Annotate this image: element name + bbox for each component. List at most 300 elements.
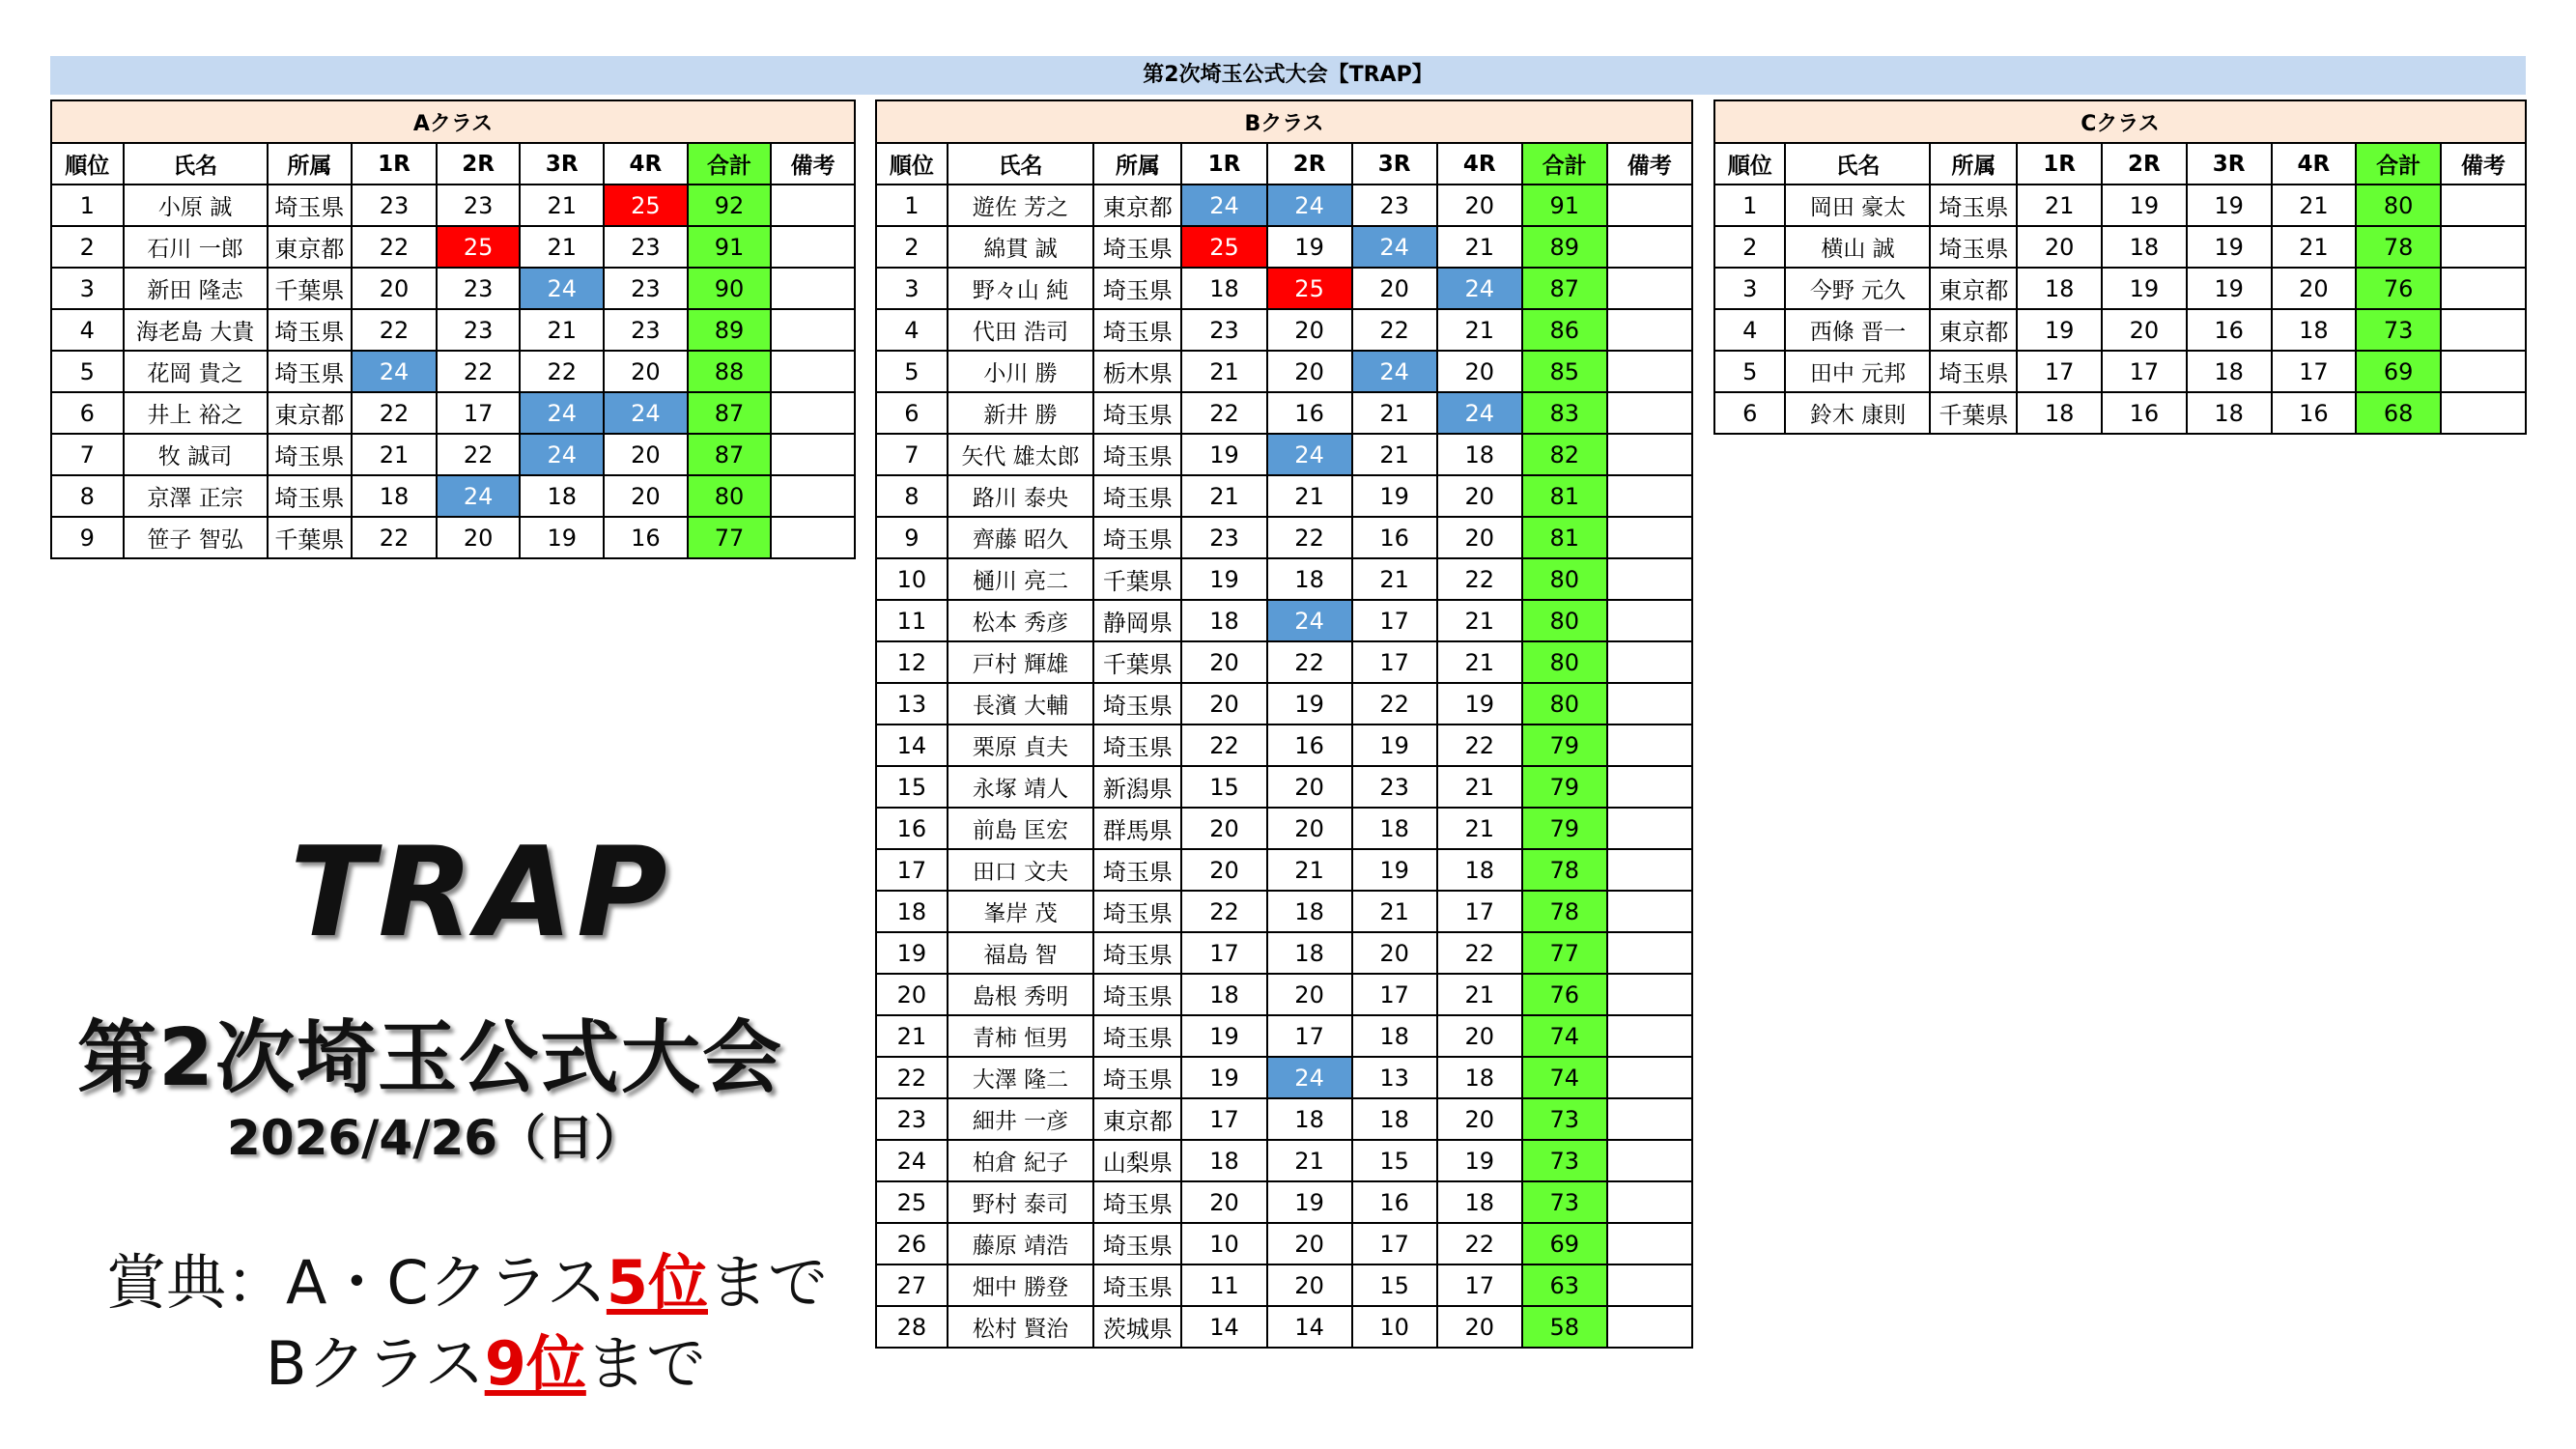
round-2-cell: 14 — [1267, 1306, 1352, 1348]
name-cell: 矢代 雄太郎 — [948, 434, 1094, 475]
affiliation-cell: 東京都 — [268, 392, 353, 434]
prize-text: 賞典：A・Cクラス — [106, 1247, 607, 1318]
note-cell — [2441, 392, 2526, 434]
affiliation-cell: 埼玉県 — [1093, 849, 1181, 891]
table-row — [876, 641, 1692, 683]
round-1-cell: 17 — [2017, 351, 2102, 392]
round-2-cell: 18 — [1267, 932, 1352, 974]
round-3-cell: 21 — [1352, 558, 1437, 600]
table-row — [876, 392, 1692, 434]
rank-cell: 1 — [876, 185, 948, 226]
rank-cell: 4 — [876, 309, 948, 351]
affiliation-cell: 埼玉県 — [1093, 1015, 1181, 1057]
affiliation-cell: 埼玉県 — [268, 351, 353, 392]
column-header: 2R — [437, 143, 521, 185]
name-cell: 海老島 大貴 — [124, 309, 268, 351]
total-cell: 63 — [1522, 1264, 1607, 1306]
round-2-cell: 20 — [1267, 974, 1352, 1015]
note-cell — [1607, 517, 1692, 558]
round-2-cell: 19 — [1267, 226, 1352, 268]
affiliation-cell: 山梨県 — [1093, 1140, 1181, 1181]
table-row — [876, 1015, 1692, 1057]
round-4-cell: 24 — [1437, 392, 1522, 434]
round-2-cell: 22 — [1267, 641, 1352, 683]
affiliation-cell: 千葉県 — [268, 517, 353, 558]
note-cell — [2441, 309, 2526, 351]
name-cell: 綿貫 誠 — [948, 226, 1094, 268]
round-2-cell: 19 — [2102, 185, 2187, 226]
round-4-cell: 16 — [2272, 392, 2357, 434]
column-header: 2R — [1267, 143, 1352, 185]
round-3-cell: 24 — [1352, 351, 1437, 392]
rank-cell: 23 — [876, 1098, 948, 1140]
round-2-cell: 24 — [1267, 185, 1352, 226]
name-cell: 小原 誠 — [124, 185, 268, 226]
column-header: 1R — [352, 143, 437, 185]
note-cell — [1607, 351, 1692, 392]
affiliation-cell: 埼玉県 — [1093, 434, 1181, 475]
total-cell: 77 — [688, 517, 772, 558]
round-4-cell: 22 — [1437, 932, 1522, 974]
table-row — [876, 558, 1692, 600]
note-cell — [771, 475, 855, 517]
affiliation-cell: 埼玉県 — [1093, 1264, 1181, 1306]
rank-cell: 6 — [1714, 392, 1785, 434]
rank-cell: 13 — [876, 683, 948, 724]
name-cell: 笹子 智弘 — [124, 517, 268, 558]
round-3-cell: 17 — [1352, 1223, 1437, 1264]
table-row — [876, 932, 1692, 974]
note-cell — [2441, 185, 2526, 226]
name-cell: 岡田 豪太 — [1785, 185, 1930, 226]
class-title: Aクラス — [51, 100, 855, 143]
note-cell — [1607, 641, 1692, 683]
round-2-cell: 19 — [1267, 683, 1352, 724]
rank-cell: 3 — [1714, 268, 1785, 309]
note-cell — [1607, 475, 1692, 517]
round-1-cell: 23 — [1181, 309, 1266, 351]
table-row — [876, 434, 1692, 475]
total-cell: 74 — [1522, 1057, 1607, 1098]
round-4-cell: 22 — [1437, 1223, 1522, 1264]
round-1-cell: 17 — [1181, 1098, 1266, 1140]
note-cell — [1607, 558, 1692, 600]
round-4-cell: 17 — [2272, 351, 2357, 392]
rank-cell: 2 — [51, 226, 124, 268]
name-cell: 大澤 隆二 — [948, 1057, 1094, 1098]
round-3-cell: 21 — [520, 226, 604, 268]
round-3-cell: 21 — [1352, 434, 1437, 475]
rank-cell: 14 — [876, 724, 948, 766]
name-cell: 路川 泰央 — [948, 475, 1094, 517]
total-cell: 83 — [1522, 392, 1607, 434]
rank-cell: 6 — [876, 392, 948, 434]
name-cell: 青柿 恒男 — [948, 1015, 1094, 1057]
round-3-cell: 21 — [1352, 891, 1437, 932]
total-cell: 81 — [1522, 517, 1607, 558]
rank-cell: 1 — [1714, 185, 1785, 226]
round-4-cell: 16 — [604, 517, 688, 558]
affiliation-cell: 埼玉県 — [1093, 1057, 1181, 1098]
column-header: 4R — [604, 143, 688, 185]
column-header: 4R — [1437, 143, 1522, 185]
column-header: 順位 — [1714, 143, 1785, 185]
rank-cell: 7 — [876, 434, 948, 475]
round-1-cell: 20 — [1181, 1181, 1266, 1223]
round-4-cell: 21 — [2272, 185, 2357, 226]
table-row — [876, 1057, 1692, 1098]
total-cell: 73 — [1522, 1181, 1607, 1223]
note-cell — [2441, 268, 2526, 309]
total-cell: 73 — [2356, 309, 2441, 351]
name-cell: 松村 賢治 — [948, 1306, 1094, 1348]
affiliation-cell: 埼玉県 — [1093, 1181, 1181, 1223]
round-3-cell: 23 — [1352, 766, 1437, 808]
class-a-table — [50, 99, 856, 559]
round-4-cell: 20 — [1437, 517, 1522, 558]
column-header: 3R — [1352, 143, 1437, 185]
round-3-cell: 19 — [1352, 849, 1437, 891]
round-2-cell: 17 — [437, 392, 521, 434]
note-cell — [2441, 351, 2526, 392]
rank-cell: 9 — [51, 517, 124, 558]
round-2-cell: 16 — [1267, 724, 1352, 766]
affiliation-cell: 東京都 — [1930, 309, 2017, 351]
name-cell: 野村 泰司 — [948, 1181, 1094, 1223]
total-cell: 79 — [1522, 724, 1607, 766]
note-cell — [1607, 808, 1692, 849]
round-4-cell: 21 — [2272, 226, 2357, 268]
total-cell: 89 — [688, 309, 772, 351]
column-header: 氏名 — [948, 143, 1094, 185]
round-3-cell: 10 — [1352, 1306, 1437, 1348]
rank-cell: 21 — [876, 1015, 948, 1057]
column-header: 1R — [2017, 143, 2102, 185]
column-header: 4R — [2272, 143, 2357, 185]
affiliation-cell: 埼玉県 — [1093, 932, 1181, 974]
round-3-cell: 24 — [1352, 226, 1437, 268]
round-2-cell: 17 — [2102, 351, 2187, 392]
note-cell — [1607, 932, 1692, 974]
note-cell — [1607, 1181, 1692, 1223]
note-cell — [771, 392, 855, 434]
table-row — [51, 392, 855, 434]
round-4-cell: 20 — [1437, 1015, 1522, 1057]
round-3-cell: 19 — [1352, 475, 1437, 517]
affiliation-cell: 埼玉県 — [1930, 351, 2017, 392]
round-2-cell: 22 — [1267, 517, 1352, 558]
round-1-cell: 10 — [1181, 1223, 1266, 1264]
round-2-cell: 16 — [2102, 392, 2187, 434]
round-3-cell: 19 — [2187, 268, 2272, 309]
round-4-cell: 20 — [2272, 268, 2357, 309]
round-4-cell: 21 — [1437, 226, 1522, 268]
round-4-cell: 21 — [1437, 766, 1522, 808]
rank-cell: 15 — [876, 766, 948, 808]
note-cell — [1607, 766, 1692, 808]
round-3-cell: 20 — [1352, 268, 1437, 309]
column-header: 氏名 — [1785, 143, 1930, 185]
affiliation-cell: 埼玉県 — [1093, 683, 1181, 724]
note-cell — [771, 434, 855, 475]
affiliation-cell: 群馬県 — [1093, 808, 1181, 849]
round-4-cell: 25 — [604, 185, 688, 226]
affiliation-cell: 埼玉県 — [1093, 891, 1181, 932]
total-cell: 74 — [1522, 1015, 1607, 1057]
affiliation-cell: 埼玉県 — [268, 185, 353, 226]
round-3-cell: 17 — [1352, 600, 1437, 641]
name-cell: 島根 秀明 — [948, 974, 1094, 1015]
round-4-cell: 19 — [1437, 1140, 1522, 1181]
name-cell: 前島 匡宏 — [948, 808, 1094, 849]
table-row — [876, 724, 1692, 766]
round-3-cell: 20 — [1352, 932, 1437, 974]
round-4-cell: 22 — [1437, 724, 1522, 766]
round-3-cell: 23 — [1352, 185, 1437, 226]
rank-cell: 5 — [51, 351, 124, 392]
round-1-cell: 22 — [352, 517, 437, 558]
name-cell: 新井 勝 — [948, 392, 1094, 434]
round-1-cell: 22 — [352, 309, 437, 351]
round-2-cell: 18 — [1267, 891, 1352, 932]
round-3-cell: 21 — [1352, 392, 1437, 434]
note-cell — [771, 517, 855, 558]
table-row — [876, 1181, 1692, 1223]
note-cell — [1607, 185, 1692, 226]
rank-cell: 20 — [876, 974, 948, 1015]
total-cell: 86 — [1522, 309, 1607, 351]
rank-cell: 27 — [876, 1264, 948, 1306]
column-header: 順位 — [876, 143, 948, 185]
name-cell: 今野 元久 — [1785, 268, 1930, 309]
table-row — [1714, 226, 2526, 268]
column-header: 所属 — [268, 143, 353, 185]
round-2-cell: 20 — [2102, 309, 2187, 351]
note-cell — [1607, 974, 1692, 1015]
round-4-cell: 20 — [604, 351, 688, 392]
rank-cell: 2 — [876, 226, 948, 268]
total-cell: 81 — [1522, 475, 1607, 517]
name-cell: 戸村 輝雄 — [948, 641, 1094, 683]
round-1-cell: 18 — [352, 475, 437, 517]
rank-cell: 4 — [1714, 309, 1785, 351]
table-row — [876, 268, 1692, 309]
column-header: 3R — [2187, 143, 2272, 185]
total-cell: 76 — [2356, 268, 2441, 309]
round-4-cell: 20 — [604, 434, 688, 475]
column-header: 合計 — [1522, 143, 1607, 185]
round-3-cell: 22 — [1352, 309, 1437, 351]
name-cell: 鈴木 康則 — [1785, 392, 1930, 434]
note-cell — [1607, 724, 1692, 766]
round-1-cell: 24 — [352, 351, 437, 392]
round-1-cell: 18 — [2017, 268, 2102, 309]
table-row — [876, 517, 1692, 558]
name-cell: 細井 一彦 — [948, 1098, 1094, 1140]
round-4-cell: 21 — [1437, 600, 1522, 641]
rank-cell: 2 — [1714, 226, 1785, 268]
total-cell: 92 — [688, 185, 772, 226]
note-cell — [1607, 849, 1692, 891]
note-cell — [771, 185, 855, 226]
round-1-cell: 25 — [1181, 226, 1266, 268]
round-1-cell: 20 — [1181, 808, 1266, 849]
name-cell: 小川 勝 — [948, 351, 1094, 392]
table-row — [876, 891, 1692, 932]
round-4-cell: 20 — [1437, 475, 1522, 517]
round-2-cell: 23 — [437, 309, 521, 351]
round-1-cell: 21 — [1181, 475, 1266, 517]
round-2-cell: 20 — [1267, 309, 1352, 351]
round-1-cell: 20 — [2017, 226, 2102, 268]
total-cell: 80 — [2356, 185, 2441, 226]
affiliation-cell: 埼玉県 — [1930, 226, 2017, 268]
affiliation-cell: 埼玉県 — [1093, 309, 1181, 351]
round-1-cell: 19 — [1181, 558, 1266, 600]
round-2-cell: 25 — [437, 226, 521, 268]
total-cell: 80 — [1522, 641, 1607, 683]
round-1-cell: 19 — [1181, 1015, 1266, 1057]
round-1-cell: 24 — [1181, 185, 1266, 226]
note-cell — [771, 226, 855, 268]
name-cell: 長濱 大輔 — [948, 683, 1094, 724]
rank-cell: 12 — [876, 641, 948, 683]
rank-cell: 9 — [876, 517, 948, 558]
poster-event-title: 第2次埼玉公式大会 — [77, 1012, 784, 1104]
round-3-cell: 15 — [1352, 1140, 1437, 1181]
prize-rank-highlight: 9位 — [484, 1328, 586, 1399]
round-3-cell: 16 — [2187, 309, 2272, 351]
round-3-cell: 18 — [1352, 1098, 1437, 1140]
name-cell: 栗原 貞夫 — [948, 724, 1094, 766]
round-2-cell: 20 — [1267, 1223, 1352, 1264]
total-cell: 80 — [1522, 600, 1607, 641]
rank-cell: 6 — [51, 392, 124, 434]
total-cell: 69 — [2356, 351, 2441, 392]
note-cell — [1607, 309, 1692, 351]
round-1-cell: 23 — [1181, 517, 1266, 558]
total-cell: 78 — [1522, 849, 1607, 891]
affiliation-cell: 埼玉県 — [268, 309, 353, 351]
round-1-cell: 23 — [352, 185, 437, 226]
rank-cell: 3 — [876, 268, 948, 309]
round-2-cell: 21 — [1267, 475, 1352, 517]
round-4-cell: 20 — [1437, 351, 1522, 392]
note-cell — [1607, 1306, 1692, 1348]
poster-trap-title: TRAP — [290, 821, 671, 965]
affiliation-cell: 千葉県 — [268, 268, 353, 309]
column-header: 所属 — [1093, 143, 1181, 185]
class-c-table — [1713, 99, 2527, 435]
name-cell: 藤原 靖浩 — [948, 1223, 1094, 1264]
name-cell: 新田 隆志 — [124, 268, 268, 309]
round-3-cell: 24 — [520, 392, 604, 434]
table-row — [876, 1140, 1692, 1181]
round-3-cell: 13 — [1352, 1057, 1437, 1098]
name-cell: 柏倉 紀子 — [948, 1140, 1094, 1181]
round-1-cell: 21 — [1181, 351, 1266, 392]
total-cell: 85 — [1522, 351, 1607, 392]
table-row — [1714, 268, 2526, 309]
table-row — [1714, 185, 2526, 226]
prize-rank-highlight: 5位 — [606, 1247, 708, 1318]
round-3-cell: 21 — [520, 309, 604, 351]
round-3-cell: 19 — [2187, 226, 2272, 268]
round-1-cell: 15 — [1181, 766, 1266, 808]
affiliation-cell: 埼玉県 — [1093, 724, 1181, 766]
table-row — [876, 309, 1692, 351]
total-cell: 82 — [1522, 434, 1607, 475]
note-cell — [1607, 683, 1692, 724]
round-3-cell: 16 — [1352, 1181, 1437, 1223]
round-2-cell: 18 — [1267, 1098, 1352, 1140]
round-3-cell: 24 — [520, 268, 604, 309]
affiliation-cell: 東京都 — [1093, 185, 1181, 226]
table-row — [876, 475, 1692, 517]
round-4-cell: 18 — [1437, 1181, 1522, 1223]
round-4-cell: 17 — [1437, 891, 1522, 932]
round-1-cell: 11 — [1181, 1264, 1266, 1306]
round-4-cell: 22 — [1437, 558, 1522, 600]
round-1-cell: 19 — [1181, 1057, 1266, 1098]
table-row — [1714, 351, 2526, 392]
affiliation-cell: 埼玉県 — [1093, 268, 1181, 309]
affiliation-cell: 埼玉県 — [1093, 517, 1181, 558]
name-cell: 京澤 正宗 — [124, 475, 268, 517]
name-cell: 野々山 純 — [948, 268, 1094, 309]
total-cell: 80 — [688, 475, 772, 517]
round-3-cell: 21 — [520, 185, 604, 226]
round-1-cell: 19 — [1181, 434, 1266, 475]
table-row — [876, 1223, 1692, 1264]
rank-cell: 4 — [51, 309, 124, 351]
table-row — [876, 1098, 1692, 1140]
table-row — [876, 849, 1692, 891]
table-row — [876, 808, 1692, 849]
affiliation-cell: 東京都 — [268, 226, 353, 268]
round-2-cell: 25 — [1267, 268, 1352, 309]
affiliation-cell: 埼玉県 — [268, 475, 353, 517]
round-1-cell: 20 — [1181, 849, 1266, 891]
rank-cell: 17 — [876, 849, 948, 891]
name-cell: 花岡 貴之 — [124, 351, 268, 392]
table-row — [51, 309, 855, 351]
affiliation-cell: 埼玉県 — [1093, 226, 1181, 268]
round-3-cell: 19 — [2187, 185, 2272, 226]
affiliation-cell: 埼玉県 — [268, 434, 353, 475]
table-row — [876, 600, 1692, 641]
note-cell — [2441, 226, 2526, 268]
affiliation-cell: 埼玉県 — [1930, 185, 2017, 226]
affiliation-cell: 埼玉県 — [1093, 392, 1181, 434]
round-4-cell: 20 — [1437, 1306, 1522, 1348]
rank-cell: 22 — [876, 1057, 948, 1098]
rank-cell: 24 — [876, 1140, 948, 1181]
round-2-cell: 20 — [1267, 1264, 1352, 1306]
table-row — [876, 1264, 1692, 1306]
total-cell: 91 — [1522, 185, 1607, 226]
poster-date: 2026/4/26（日） — [227, 1110, 643, 1166]
round-4-cell: 20 — [604, 475, 688, 517]
affiliation-cell: 埼玉県 — [1093, 1223, 1181, 1264]
name-cell: 畑中 勝登 — [948, 1264, 1094, 1306]
round-1-cell: 18 — [1181, 1140, 1266, 1181]
name-cell: 田口 文夫 — [948, 849, 1094, 891]
round-2-cell: 24 — [1267, 434, 1352, 475]
round-4-cell: 23 — [604, 268, 688, 309]
note-cell — [1607, 1098, 1692, 1140]
note-cell — [1607, 1140, 1692, 1181]
